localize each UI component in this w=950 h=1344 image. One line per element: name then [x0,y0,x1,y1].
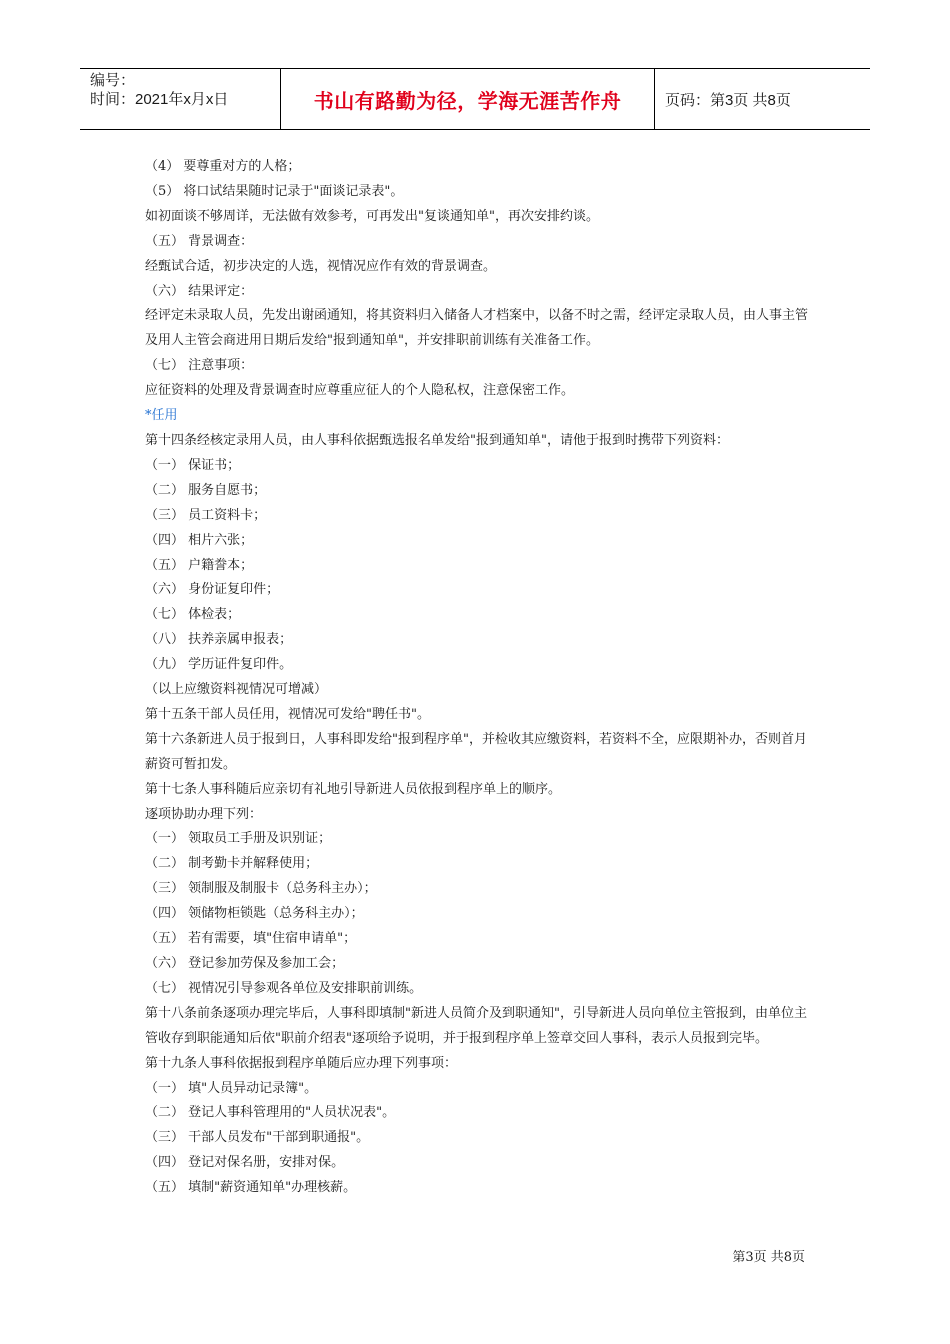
body-paragraph: （九） 学历证件复印件。 [145,657,293,673]
body-paragraph: 经评定未录取人员，先发出谢函通知，将其资料归入储备人才档案中，以备不时之需，经评定录取人员，由人事主管及用人主管会商进用日期后发给"报到通知单"，并安排职前训练有关准备工作。 [145,308,809,349]
body-paragraph: （八） 扶养亲属申报表； [145,632,293,648]
body-paragraph: （二） 登记人事科管理用的"人员状况表"。 [145,1105,396,1121]
body-paragraph: （六） 身份证复印件； [145,582,280,598]
body-paragraph: 经甄试合适，初步决定的人选，视情况应作有效的背景调查。 [145,258,497,274]
body-paragraph: （五） 填制"薪资通知单"办理核薪。 [145,1180,357,1196]
body-paragraph: （七） 体检表； [145,607,241,623]
body-paragraph: （五） 若有需要，填"住宿申请单"； [145,931,357,947]
section-heading: *任用 [145,408,178,424]
body-paragraph: 应征资料的处理及背景调查时应尊重应征人的个人隐私权，注意保密工作。 [145,383,575,399]
body-paragraph: （五） 背景调查： [145,233,254,249]
document-number-label: 编号： [90,72,136,89]
body-paragraph: 如初面谈不够周详，无法做有效参考，可再发出"复谈通知单"，再次安排约谈。 [145,208,599,224]
body-paragraph: （二） 服务自愿书； [145,482,267,498]
body-paragraph: （一） 领取员工手册及识别证； [145,831,332,847]
body-paragraph: （4） 要尊重对方的人格； [145,159,301,174]
body-paragraph: （三） 干部人员发布"干部到职通报"。 [145,1130,370,1146]
body-paragraph: （六） 结果评定： [145,283,254,299]
body-paragraph: （六） 登记参加劳保及参加工会； [145,956,345,971]
body-paragraph: （以上应缴资料视情况可增减） [145,682,328,698]
body-paragraph: 逐项协助办理下列： [145,806,263,822]
body-paragraph: 第十九条人事科依据报到程序单随后应办理下列事项： [145,1055,458,1071]
body-paragraph: （5） 将口试结果随时记录于"面谈记录表"。 [145,183,404,199]
header-meta [80,69,281,129]
body-paragraph: 第十八条前条逐项办理完毕后，人事科即填制"新进人员简介及到职通知"，引导新进人员向单位主管报到，由单位主管收存到职能通知后依"职前介绍表"逐项给予说明，并于报到程序单上签章交回人事科，表示人员报到完毕。 [145,1005,807,1046]
header-motto: 书山有路勤为径，学海无涯苦作舟 [281,69,655,129]
body-paragraph: （三） 领制服及制服卡（总务科主办）； [145,881,377,897]
body-paragraph: 第十六条新进人员于报到日，人事科即发给"报到程序单"，并检收其应缴资料，若资料不全，应限期补办，否则首月薪资可暂扣发。 [145,731,807,772]
body-paragraph: （五） 户籍誊本； [145,557,254,573]
body-paragraph: （一） 填"人员异动记录簿"。 [145,1080,318,1096]
body-paragraph: （一） 保证书； [145,457,241,473]
body-paragraph: 第十四条经核定录用人员，由人事科依据甄选报名单发给"报到通知单"，请他于报到时携带下列资料： [145,432,729,448]
page-footer: 第3页 共8页 [732,1250,805,1265]
header-page-number: 页码：第3页 共8页 [665,91,791,109]
body-paragraph: （四） 登记对保名册，安排对保。 [145,1155,345,1171]
body-paragraph: （四） 相片六张； [145,532,254,548]
body-paragraph: 第十七条人事科随后应亲切有礼地引导新进人员依报到程序单上的顺序。 [145,781,562,797]
body-paragraph: （四） 领储物柜锁匙（总务科主办）； [145,906,364,922]
body-paragraph: （七） 视情况引导参观各单位及安排职前训练。 [145,980,423,996]
body-paragraph: 第十五条干部人员任用，视情况可发给"聘任书"。 [145,706,430,722]
document-time-label: 时间：2021年x月x日 [90,91,229,108]
body-paragraph: （七） 注意事项： [145,358,254,374]
body-paragraph: （三） 员工资料卡； [145,507,267,523]
document-body [145,155,815,1201]
body-paragraph: （二） 制考勤卡并解释使用； [145,856,319,872]
page-header [80,68,870,130]
